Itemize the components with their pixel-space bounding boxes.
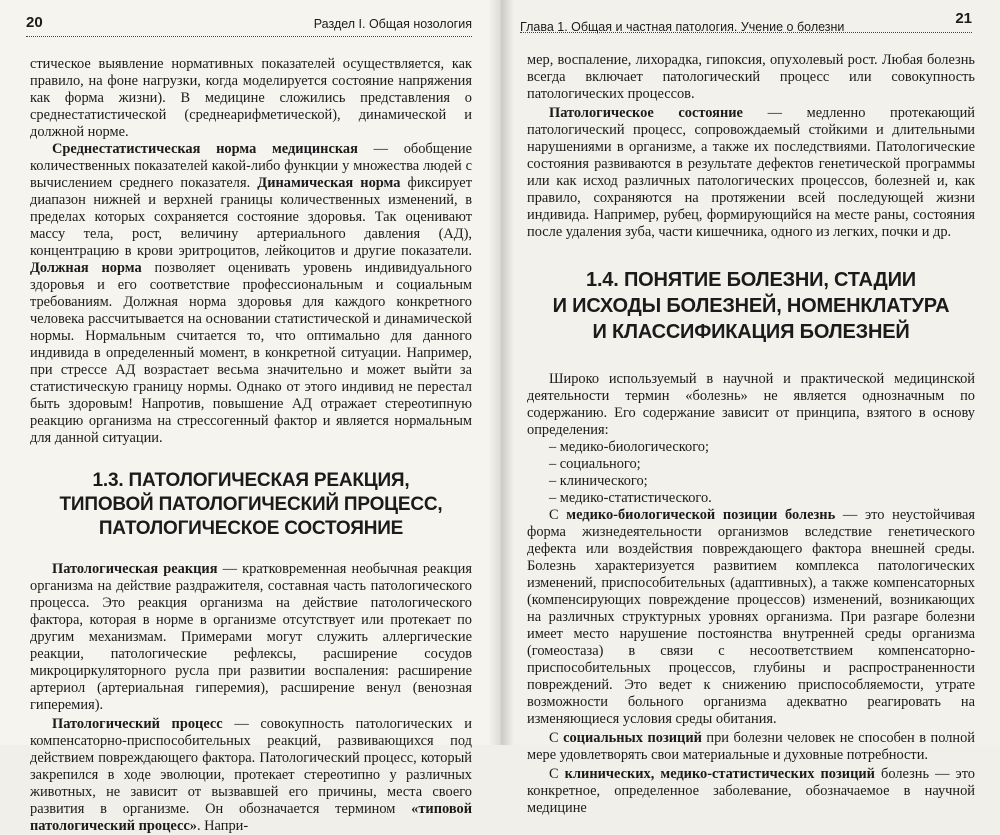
text-run: — совокупность патологических и компенсаторно-приспособительных реакций, развивающихся под действием повреждающего фактора. Патологический процесс, который закрепился в ходе эволюции, протекает стереотипно у различных животных, не зависит от вызвавшей его причины, места своего развития в организме. Он обозначается термином	[30, 716, 472, 817]
paragraph: мер, воспаление, лихорадка, гипоксия, опухолевый рост. Любая болезнь всегда включает патологический процесс или совокупность патологических процессов.	[527, 52, 975, 102]
text-run: С	[549, 730, 564, 746]
left-text-column	[30, 56, 472, 835]
term: Должная норма	[30, 260, 142, 276]
list-item: – клинического;	[549, 473, 648, 489]
term: Патологический процесс	[52, 716, 223, 732]
left-running-title: Раздел I. Общая нозология	[313, 17, 472, 31]
section-heading-line: 1.4. ПОНЯТИЕ БОЛЕЗНИ, СТАДИИ	[586, 269, 916, 291]
section-heading-line: ТИПОВОЙ ПАТОЛОГИЧЕСКИЙ ПРОЦЕСС,	[59, 494, 443, 515]
right-page-number: 21	[955, 10, 972, 27]
text-run: при болезни человек не способен в полной мере удовлетворять свои материальные и духовные потребности.	[527, 730, 975, 763]
paragraph	[527, 105, 975, 241]
section-heading-1-4	[527, 267, 975, 345]
term: «типовой патологический процесс»	[30, 801, 472, 834]
text-run: — кратковременная необычная реакция организма на действие раздражителя, составная часть патологического процесса. Это реакция организма на действие патологического фактора, которая в норме в организме отсутствует или протекает по другим механизмам. Примерами могут служить аллергические реакции, патологические рефлексы, расширение сосудов микроциркуляторного русла при развитии воспаления: расширение артериол (артериальная гиперемия), расширение венул (венозная гиперемия).	[30, 561, 472, 713]
text-run: — это неустойчивая форма жизнедеятельности организмов вследствие генетического дефекта или воздействия повреждающего фактора внешней среды. Болезнь характеризуется развитием комплекса патологических изменений, приспособительных (адаптивных), а также компенсаторных (компенсирующих повреждение процессов) изменений, возникающих на различных структурных уровнях организма. При разгаре болезни имеет место нарушение постоянства внутренней среды организма (гомеостаза) в связи с несоответствием компенсаторно-приспособительных процессов, глубины и распространенности повреждений. Это ведет к снижению приспособляемости, утрате возможности больного организма адекватно реагировать на изменяющиеся условия среды обитания.	[527, 507, 975, 727]
text-run: — обобщение количественных показателей какой-либо функции у множества людей с вычислением среднего показателя.	[30, 141, 472, 191]
text-run: фиксирует диапазон нижней и верхней границы количественных изменений, в пределах которых сохраняется состояние здоровья. Так оценивают массу тела, рост, величину артериального давления (АД), концентрацию в крови эритроцитов, лейкоцитов и другие показатели.	[30, 175, 472, 259]
section-heading-1-3	[30, 469, 472, 541]
term: Динамическая норма	[257, 175, 401, 191]
text-run: — медленно протекающий патологический процесс, сопровождаемый стойкими и длительными нарушениями в организме, а также их последствиями. Патологические состояния развиваются в результате дефектов генетической программы или как исход различных патологических процессов, болезней и, как правило, сохраняются на протяжении всей последующей жизни индивида. Например, рубец, формирующийся на месте раны, состояния после удаления зуба, части кишечника, одного из легких, почки и др.	[527, 105, 975, 240]
term: Патологическая реакция	[52, 561, 218, 577]
paragraph	[527, 730, 975, 764]
right-page-header	[520, 10, 972, 33]
left-page	[0, 0, 500, 834]
section-heading-line: И КЛАССИФИКАЦИЯ БОЛЕЗНЕЙ	[592, 321, 910, 343]
definition-principles-list	[527, 439, 975, 507]
paragraph	[527, 766, 975, 817]
left-page-header	[26, 14, 472, 37]
paragraph	[30, 141, 472, 447]
paragraph: Широко используемый в научной и практической медицинской деятельности термин «болезнь» не является однозначным по содержанию. Его содержание зависит от принципа, взятого в основу определения:	[527, 371, 975, 438]
term: клинических, медико-статистических позиций	[564, 766, 875, 782]
paragraph	[30, 716, 472, 835]
section-heading-line: И ИСХОДЫ БОЛЕЗНЕЙ, НОМЕНКЛАТУРА	[552, 295, 950, 317]
list-item: – социального;	[549, 456, 641, 472]
text-run: С	[549, 507, 567, 523]
text-run: позволяет оценивать уровень индивидуального здоровья и его соответствие профессиональным и социальным требованиям. Должная норма здоровья для каждого конкретного человека рассчитывается на основании статистической и динамической нормы. Нормальным считается то, что оптимально для данного индивида в определенный момент, в конкретной ситуации. Например, при стрессе АД возрастает весьма значительно и может выйти за статистическую границу нормы. Однако от этого индивид не перестал быть здоровым! Напротив, повышение АД отражает стереотипную реакцию организма на стрессогенный фактор и является нормальным для данной ситуации.	[30, 260, 472, 446]
section-heading-line: ПАТОЛОГИЧЕСКОЕ СОСТОЯНИЕ	[98, 518, 404, 539]
term: социальных позиций	[563, 730, 702, 746]
term: Среднестатистическая норма медицинская	[52, 141, 358, 157]
text-run: С	[549, 766, 565, 782]
paragraph	[30, 561, 472, 714]
section-heading-line: 1.3. ПАТОЛОГИЧЕСКАЯ РЕАКЦИЯ,	[92, 470, 410, 491]
text-run: болезнь — это конкретное, определенное заболевание, обозначаемое в научной медицине	[527, 766, 975, 816]
left-page-number: 20	[26, 14, 43, 31]
right-running-title: Глава 1. Общая и частная патология. Учение о болезни	[520, 20, 845, 34]
right-text-column	[527, 52, 975, 817]
paragraph: стическое выявление нормативных показателей осуществляется, как правило, на фоне нагрузки, когда моделируется состояние напряжения как форма жизни). В медицине сложились представления о среднестатистической (среднеарифметической), динамической и должной норме.	[30, 56, 472, 140]
paragraph	[527, 507, 975, 728]
book-spine-shadow	[488, 0, 514, 745]
list-item: – медико-биологического;	[549, 439, 709, 455]
term: Патологическое состояние	[549, 105, 743, 121]
term: медико-биологической позиции болезнь	[566, 507, 836, 523]
list-item: – медико-статистического.	[549, 490, 712, 506]
text-run: . Напри-	[196, 818, 249, 834]
right-page	[500, 0, 1000, 816]
